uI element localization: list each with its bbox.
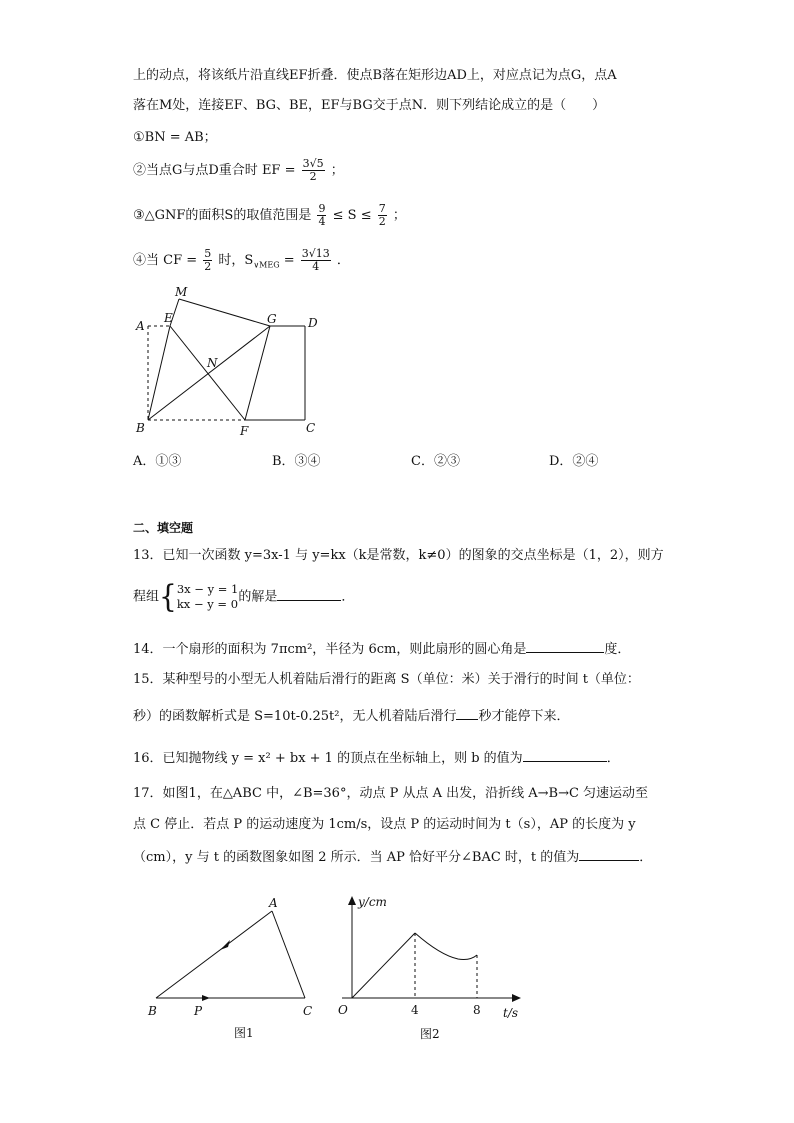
- q17-line2: 点 C 停止．若点 P 的运动速度为 1cm/s，设点 P 的运动时间为 t（s），AP 的长度为 y: [133, 817, 636, 832]
- s2-fraction: [302, 158, 325, 183]
- x-axis-arrow: [512, 994, 521, 1002]
- graph-linear-segment: [352, 933, 415, 998]
- q12-statement-4: [133, 248, 350, 276]
- section-heading: 二、填空题: [133, 521, 194, 535]
- fig2-xlabel: t/s: [503, 1006, 519, 1020]
- fig1-caption: 图1: [234, 1026, 254, 1040]
- fig2-tick-8: 8: [473, 1003, 481, 1017]
- q14-prefix: 14．一个扇形的面积为 7πcm²，半径为 6cm，则此扇形的圆心角是: [133, 642, 527, 657]
- s3-lnum: 9: [318, 202, 326, 215]
- equation-system: [177, 582, 239, 612]
- s2-prefix: ②当点G与点D重合时 EF =: [133, 163, 296, 178]
- s3-lden: 4: [318, 215, 326, 228]
- q14-suffix: 度．: [604, 642, 631, 657]
- side-AB: [156, 911, 272, 998]
- s4-fraction: [203, 248, 212, 273]
- s4-rnum: 3√13: [301, 247, 330, 260]
- q12-statement-2: [133, 158, 344, 183]
- q13-answer-blank[interactable]: [277, 586, 341, 601]
- s4-mid: 时，S: [218, 253, 254, 268]
- eq1: 3x − y = 1: [176, 582, 239, 596]
- q14: [133, 638, 630, 660]
- option-b[interactable]: B．③④: [272, 454, 321, 469]
- s3-suffix: ；: [392, 208, 406, 223]
- label-D: D: [308, 316, 318, 330]
- q12-line2: 落在M处，连接EF、BG、BE，EF与BG交于点N．则下列结论成立的是（ ）: [133, 98, 606, 113]
- label-A: A: [136, 319, 145, 333]
- figure-2-graph: [330, 893, 530, 1053]
- q16-answer-blank[interactable]: [523, 747, 607, 762]
- option-d[interactable]: D．②④: [549, 454, 599, 469]
- fig2-ylabel: [357, 895, 387, 909]
- label-F: F: [240, 424, 249, 438]
- arrow-on-AB: [220, 940, 230, 950]
- label-M: M: [175, 285, 188, 299]
- s2-num: 3√5: [302, 157, 324, 170]
- q15-suffix: 秒才能停下来．: [478, 709, 570, 724]
- q15-line1: 15．某种型号的小型无人机着陆后滑行的距离 S（单位：米）关于滑行的时间 t（单位：: [133, 672, 640, 687]
- label-C: C: [306, 421, 316, 435]
- s4-prefix: ④当 CF =: [133, 253, 198, 268]
- label-E: E: [164, 311, 173, 325]
- fig1-label-P: P: [194, 1004, 203, 1018]
- q15-prefix: 秒）的函数解析式是 S=10t-0.25t²，无人机着陆后滑行: [133, 709, 457, 724]
- option-c[interactable]: C．②③: [411, 454, 460, 469]
- fig2-caption: 图2: [420, 1027, 440, 1041]
- edge-GF: [245, 326, 270, 420]
- graph-curve-segment: [415, 933, 477, 960]
- s3-right-fraction: [378, 203, 387, 228]
- q17-line3: [133, 846, 652, 868]
- s2-den: 2: [309, 170, 317, 183]
- fig1-label-A: A: [269, 896, 278, 910]
- eq2: kx − y = 0: [176, 597, 239, 611]
- fig1-label-C: C: [303, 1004, 313, 1018]
- label-N: N: [207, 356, 218, 370]
- s4-den: 2: [204, 260, 212, 273]
- q13-line2: [133, 578, 355, 615]
- s4-right-fraction: [301, 248, 331, 273]
- fig2-tick-4: 4: [411, 1003, 419, 1017]
- s3-prefix: ③△GNF的面积S的取值范围是: [133, 208, 312, 223]
- label-B: B: [136, 421, 145, 435]
- q13-line1: 13．已知一次函数 y=3x-1 与 y=kx（k是常数，k≠0）的图象的交点坐标是（1，2），则方: [133, 548, 664, 563]
- q13-suffix: 的解是: [238, 589, 278, 605]
- q17-prefix: （cm），y 与 t 的函数图象如图 2 所示．当 AP 恰好平分∠BAC 时，t 的值为: [133, 850, 580, 865]
- q16-suffix: ．: [606, 751, 620, 766]
- s3-left-fraction: [317, 203, 326, 228]
- fig2-ylabel-text: y/cm: [358, 895, 387, 909]
- q14-answer-blank[interactable]: [526, 638, 604, 653]
- s4-sub: ∨MEG: [253, 260, 280, 270]
- brace-glyph: {: [159, 578, 177, 615]
- side-AC: [272, 911, 305, 998]
- option-a[interactable]: A．①③: [133, 454, 182, 469]
- q13-prefix: 程组: [133, 589, 160, 605]
- s4-rden: 4: [312, 260, 320, 273]
- s4-suffix: ．: [336, 253, 350, 268]
- edge-EF: [170, 326, 245, 420]
- edge-MG: [179, 299, 270, 326]
- fig2-origin: O: [338, 1003, 348, 1017]
- q12-statement-1: ①BN = AB；: [133, 130, 217, 145]
- s4-num: 5: [204, 247, 212, 260]
- q13-end: ．: [341, 589, 355, 605]
- s3-rnum: 7: [378, 202, 386, 215]
- s3-mid: ≤ S ≤: [332, 208, 372, 223]
- q15-line2: [133, 705, 570, 727]
- q17-answer-blank[interactable]: [579, 846, 639, 861]
- q17-line1: 17．如图1，在△ABC 中，∠B=36°，动点 P 从点 A 出发，沿折线 A→B→C 匀速运动至: [133, 786, 649, 801]
- label-G: G: [267, 312, 277, 326]
- q12-line1: 上的动点，将该纸片沿直线EF折叠．使点B落在矩形边AD上，对应点记为点G，点A: [133, 68, 617, 83]
- fig1-label-B: B: [148, 1004, 157, 1018]
- q12-rectangle-figure: [130, 282, 330, 442]
- arrow-on-BC: [202, 995, 210, 1001]
- q12-statement-3: [133, 203, 406, 228]
- q16-prefix: 16．已知抛物线 y = x² + bx + 1 的顶点在坐标轴上，则 b 的值为: [133, 751, 523, 766]
- figure-1-triangle: [140, 895, 330, 1050]
- q16: [133, 747, 620, 769]
- y-axis-arrow: [348, 896, 356, 905]
- s4-eq: =: [279, 253, 295, 268]
- s2-suffix: ；: [330, 163, 344, 178]
- q15-answer-blank[interactable]: [456, 705, 478, 720]
- q17-suffix: ．: [639, 850, 653, 865]
- s3-rden: 2: [378, 215, 386, 228]
